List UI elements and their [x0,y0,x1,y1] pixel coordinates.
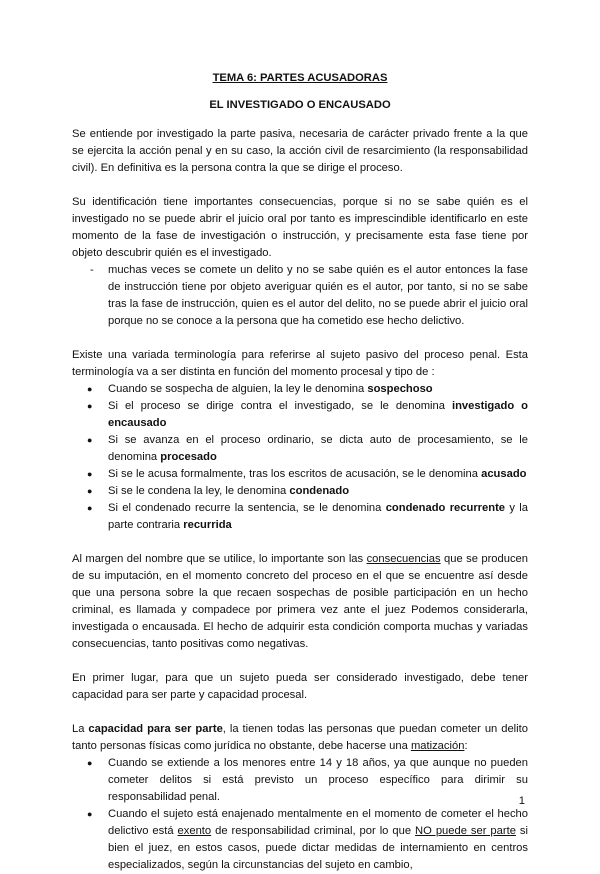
page-number: 1 [518,795,525,807]
dash-item: - muchas veces se comete un delito y no se sabe quién es el autor entonces la fase de instrucción tiene por objeto averiguar quién es el autor, por tanto, si no se sabe tras la fase de instrucción, quien es el autor del delito, no se puede abrir el juicio oral porque no se conoce a la persona que ha cometido ese hecho delictivo. [72,262,528,330]
paragraph-consequences: Al margen del nombre que se utilice, lo importante son las consecuencias que se producen de su imputación, en el momento concreto del proceso en el que se encuentre así desde que una persona sobre la que recaen sospechas de posible participación en un hecho criminal, es llamada y compadece por primera vez ante el juez Podemos considerarla, investigada o encausada. El hecho de adquirir esta condición comporta muchas y variadas consecuencias, tanto positivas como negativas. [72,553,528,650]
term-item: ● Si se le acusa formalmente, tras los escritos de acusación, se le denomina acusado [72,466,528,483]
term-item: ● Cuando se sospecha de alguien, la ley le denomina sospechoso [72,381,528,398]
section-subtitle: EL INVESTIGADO O ENCAUSADO [209,99,391,111]
paragraph-terminology: Existe una variada terminología para referirse al sujeto pasivo del proceso penal. Esta terminología va a ser distinta en función del momento procesal y tipo de : [72,349,528,378]
capacity-item: ● Cuando el sujeto está enajenado mentalmente en el momento de cometer el hecho delictivo está exento de responsabilidad criminal, por lo que NO puede ser parte si bien el juez, en estos casos, puede dictar medidas de internamiento en centros especializados, según la circunstancias del sujeto en cambio, [72,806,528,874]
terminology-list [72,381,528,534]
paragraph-capacity: La capacidad para ser parte, la tienen todas las personas que puedan cometer un delito tanto personas físicas como jurídica no obstante, debe hacerse una matización: [72,723,528,752]
paragraph-first-place: En primer lugar, para que un sujeto pueda ser considerado investigado, debe tener capacidad para ser parte y capacidad procesal. [72,672,528,701]
capacity-list [72,755,528,874]
term-item: ● Si se le condena la ley, le denomina condenado [72,483,528,500]
page-title: TEMA 6: PARTES ACUSADORAS [212,72,388,84]
paragraph-definition: Se entiende por investigado la parte pasiva, necesaria de carácter privado frente a la que se ejercita la acción penal y en su caso, la acción civil de resarcimiento (la responsabilidad civil). En definitiva es la persona contra la que se dirige el proceso. [72,128,528,174]
dash-list [72,262,528,330]
document-page [72,70,528,874]
paragraph-identification: Su identificación tiene importantes consecuencias, porque si no se sabe quién es el investigado no se puede abrir el juicio oral por tanto es imprescindible identificarlo en este momento de la fase de investigación o instrucción, y precisamente esta fase tiene por objeto descubrir quién es el investigado. [72,196,528,259]
term-item: ● Si el proceso se dirige contra el investigado, se le denomina investigado o encausado [72,398,528,432]
capacity-item: ● Cuando se extiende a los menores entre 14 y 18 años, ya que aunque no pueden cometer delitos si está previsto un proceso específico para dirimir su responsabilidad penal. [72,755,528,806]
term-item: ● Si el condenado recurre la sentencia, se le denomina condenado recurrente y la parte contraria recurrida [72,500,528,534]
term-item: ● Si se avanza en el proceso ordinario, se dicta auto de procesamiento, se le denomina procesado [72,432,528,466]
